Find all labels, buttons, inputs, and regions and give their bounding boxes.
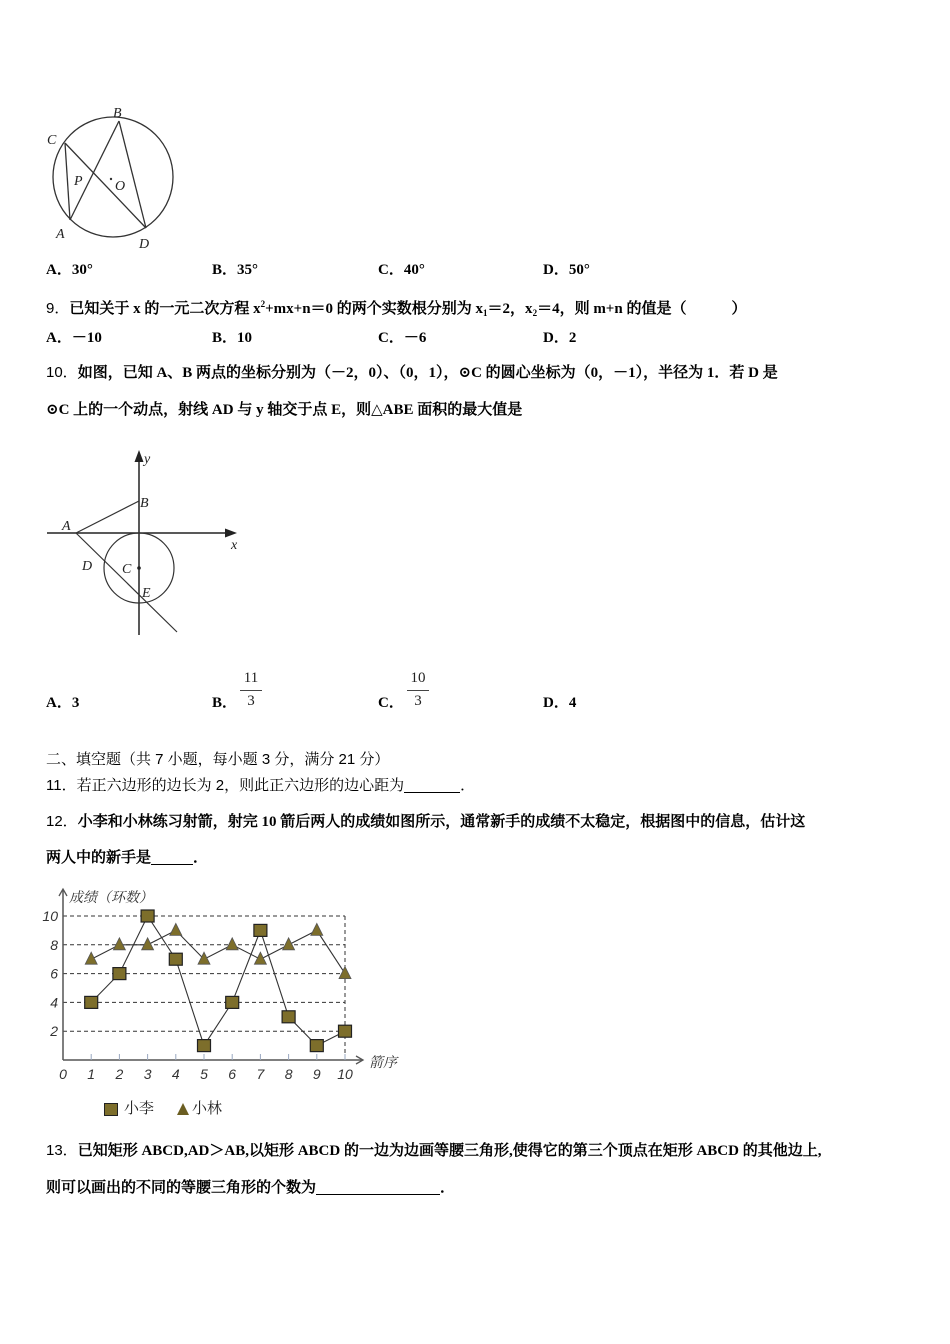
option-label: D． — [543, 330, 569, 346]
y-axis-title: 成绩（环数） — [69, 889, 153, 905]
q10-stem-line-2 — [46, 400, 522, 420]
q12-text-2: 两人中的新手是 — [46, 850, 152, 866]
option-value: 35° — [237, 262, 259, 278]
square-marker-icon — [226, 996, 239, 1008]
label-a: A — [56, 227, 65, 242]
numerator: 11 — [243, 670, 259, 686]
y-tick-label: 10 — [42, 908, 58, 924]
q13-text-1: 已知矩形 ABCD,AD＞AB,以矩形 ABCD 的一边为边画等腰三角形,使得它的第三个顶点在矩形 ABCD 的其他边上, — [77, 1143, 822, 1159]
option-value: 40° — [403, 262, 425, 278]
denominator: 3 — [247, 693, 255, 709]
q10-text-1: 如图，已知 A、B 两点的坐标分别为（－2，0）、（0，1），⊙C 的圆心坐标为（0，－1），半径为 1．若 D 是 — [77, 365, 778, 381]
option-label: A． — [46, 330, 72, 346]
q13-stem-line-2 — [46, 1178, 455, 1198]
label-c: C — [122, 562, 132, 577]
x-tick-label: 4 — [171, 1066, 180, 1082]
q9-option-b — [212, 328, 252, 348]
option-label: C． — [378, 695, 404, 711]
triangle-marker-icon — [254, 952, 266, 964]
q9-text-1: 已知关于 x 的一元二次方程 x — [69, 301, 261, 317]
x-tick-label: 2 — [115, 1066, 124, 1082]
series-line-1 — [91, 930, 345, 973]
q11-stem — [46, 776, 475, 796]
triangle-marker-icon — [142, 938, 154, 950]
q9-text-3: ＝2，x — [487, 301, 533, 317]
option-value: 2 — [568, 330, 577, 346]
option-label: C． — [378, 262, 404, 278]
q11-end: ． — [460, 777, 476, 794]
label-x: x — [231, 538, 238, 553]
q8-circle-figure — [30, 90, 200, 250]
label-p: P — [74, 174, 83, 189]
q9-subscript-1: 1 — [483, 308, 488, 318]
q8-option-a — [46, 260, 93, 280]
q10-option-b — [212, 693, 237, 713]
x-tick-label: 10 — [337, 1066, 353, 1082]
section-heading: 二、填空题（共 7 小题，每小题 3 分，满分 21 分） — [46, 751, 390, 768]
question-number: 12． — [46, 813, 78, 830]
square-marker-icon — [113, 968, 126, 980]
legend-label-xiaolin: 小林 — [192, 1100, 223, 1117]
q8-option-b — [212, 260, 258, 280]
denominator: 3 — [414, 693, 422, 709]
answer-blank — [404, 777, 460, 793]
x-tick-label: 9 — [312, 1066, 321, 1082]
q9-stem — [46, 294, 746, 323]
option-value: 10 — [237, 330, 253, 346]
triangle-marker-icon — [311, 923, 323, 935]
answer-blank — [151, 849, 193, 865]
square-marker-icon — [310, 1040, 323, 1052]
answer-blank — [316, 1179, 440, 1195]
y-tick-label: 6 — [50, 965, 58, 982]
option-label: C． — [378, 330, 404, 346]
segment-ab — [76, 501, 139, 533]
option-label: A． — [46, 695, 72, 711]
label-o: O — [115, 179, 126, 194]
q11-text: 若正六边形的边长为 2，则此正六边形的边心距为 — [76, 777, 405, 794]
label-a: A — [62, 519, 71, 534]
label-c: C — [47, 133, 57, 148]
square-marker-icon — [85, 996, 98, 1008]
x-tick-label: 7 — [256, 1066, 265, 1082]
q13-stem-line-1 — [46, 1141, 821, 1161]
chord-bd — [119, 121, 146, 228]
legend-square-icon — [104, 1103, 118, 1116]
y-tick-label: 2 — [50, 1023, 58, 1040]
option-label: B． — [212, 695, 238, 711]
q10-option-c — [378, 693, 404, 713]
q8-option-c — [378, 260, 425, 280]
q10-option-d — [543, 693, 576, 713]
question-number: 9． — [46, 300, 70, 317]
q10-text-2: ⊙C 上的一个动点，射线 AD 与 y 轴交于点 E，则△ABE 面积的最大值是 — [46, 402, 523, 418]
triangle-marker-icon — [198, 952, 210, 964]
q8-option-d — [543, 260, 590, 280]
q10-option-a — [46, 693, 79, 713]
label-e: E — [142, 586, 151, 601]
q10-option-c-fraction — [407, 669, 429, 711]
q10-coordinate-figure — [35, 445, 255, 645]
label-d: D — [82, 559, 93, 574]
q12-text-1: 小李和小林练习射箭，射完 10 箭后两人的成绩如图所示，通常新手的成绩不太稳定，根据图中的信息，估计这 — [77, 814, 806, 830]
triangle-marker-icon — [170, 923, 182, 935]
x-tick-label: 6 — [228, 1066, 237, 1082]
triangle-marker-icon — [283, 938, 295, 950]
option-label: B． — [212, 330, 238, 346]
x-tick-label: 1 — [87, 1066, 96, 1082]
q13-end: ． — [440, 1180, 456, 1196]
label-y: y — [144, 452, 151, 467]
q10-option-b-fraction — [240, 669, 262, 711]
q12-stem-line-2 — [46, 848, 208, 868]
question-number: 13． — [46, 1142, 78, 1159]
legend-triangle-icon — [177, 1103, 189, 1115]
q9-option-c — [378, 328, 426, 348]
q12-end: ． — [193, 850, 209, 866]
legend-label-xiaoli: 小李 — [124, 1100, 155, 1117]
y-tick-label: 4 — [50, 994, 58, 1011]
q9-text-4: ＝4，则 m+n 的值是（ ） — [537, 301, 747, 317]
question-number: 10． — [46, 364, 78, 381]
chord-ca — [65, 143, 70, 220]
chord-ab — [70, 121, 119, 220]
option-value: 3 — [71, 695, 80, 711]
square-marker-icon — [169, 953, 182, 965]
triangle-marker-icon — [226, 938, 238, 950]
label-b: B — [113, 106, 122, 121]
label-d: D — [139, 237, 150, 250]
x-axis-title: 箭序 — [369, 1054, 397, 1070]
triangle-marker-icon — [85, 952, 97, 964]
ray-ad — [76, 533, 177, 632]
x-tick-label: 8 — [284, 1066, 293, 1082]
option-value: 30° — [71, 262, 93, 278]
center-dot — [137, 566, 141, 570]
q9-option-a — [46, 328, 102, 348]
option-value: －6 — [403, 330, 427, 346]
x-tick-label: 3 — [143, 1066, 152, 1082]
q9-text-2: +mx+n＝0 的两个实数根分别为 x — [265, 301, 484, 317]
square-marker-icon — [254, 924, 267, 936]
q9-subscript-2: 2 — [532, 308, 538, 318]
option-label: D． — [543, 695, 569, 711]
option-label: B． — [212, 262, 238, 278]
option-value: 4 — [568, 695, 577, 711]
triangle-marker-icon — [339, 967, 351, 979]
option-value: －10 — [71, 330, 102, 346]
score-line-chart — [40, 880, 420, 1090]
x-axis-arrow-icon — [225, 529, 237, 538]
x-tick-label: 0 — [59, 1066, 67, 1082]
triangle-marker-icon — [113, 938, 125, 950]
x-tick-label: 5 — [200, 1066, 208, 1082]
option-label: D． — [543, 262, 569, 278]
option-value: 50° — [568, 262, 590, 278]
center-dot — [110, 178, 112, 180]
q13-text-2: 则可以画出的不同的等腰三角形的个数为 — [46, 1180, 317, 1196]
q12-stem-line-1 — [46, 812, 805, 832]
q9-superscript: 2 — [260, 299, 266, 309]
square-marker-icon — [141, 910, 154, 922]
y-tick-label: 8 — [50, 936, 58, 953]
q9-option-d — [543, 328, 576, 348]
square-marker-icon — [198, 1040, 211, 1052]
label-b: B — [140, 496, 149, 511]
numerator: 10 — [410, 670, 426, 686]
square-marker-icon — [339, 1025, 352, 1037]
y-axis-arrow-icon — [135, 450, 144, 462]
square-marker-icon — [282, 1011, 295, 1023]
q10-stem-line-1 — [46, 363, 778, 383]
question-number: 11． — [46, 777, 77, 794]
option-label: A． — [46, 262, 72, 278]
